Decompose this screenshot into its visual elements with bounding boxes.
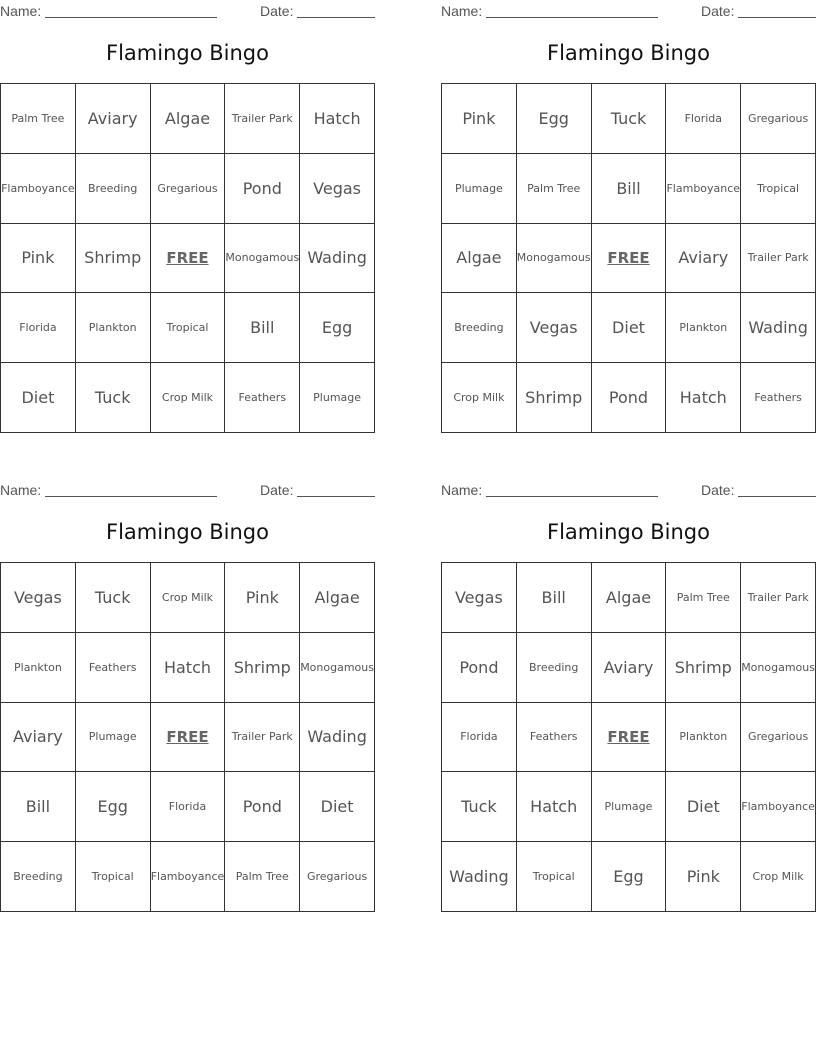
bingo-cell: Hatch xyxy=(300,84,375,154)
bingo-cell: Hatch xyxy=(517,772,592,842)
bingo-cell: Monogamous xyxy=(741,633,816,703)
bingo-cell: Egg xyxy=(517,84,592,154)
bingo-cell: Shrimp xyxy=(225,633,300,703)
bingo-cell: Trailer Park xyxy=(741,224,816,294)
bingo-cell: Plankton xyxy=(666,703,741,773)
bingo-cell: Egg xyxy=(592,842,667,912)
bingo-cell: Florida xyxy=(442,703,517,773)
date-line xyxy=(738,496,816,497)
bingo-cell: Palm Tree xyxy=(517,154,592,224)
bingo-cell: Tuck xyxy=(76,563,151,633)
bingo-cell: Diet xyxy=(300,772,375,842)
bingo-cell: Gregarious xyxy=(741,84,816,154)
bingo-card-1 xyxy=(0,0,375,433)
card-header xyxy=(0,0,375,22)
bingo-cell: Tropical xyxy=(76,842,151,912)
bingo-cell: Egg xyxy=(76,772,151,842)
bingo-cell: Aviary xyxy=(666,224,741,294)
bingo-cell: Plumage xyxy=(592,772,667,842)
bingo-cell: Diet xyxy=(666,772,741,842)
bingo-cell: Flamboyance xyxy=(151,842,226,912)
date-label: Date: xyxy=(260,482,294,498)
bingo-cell: Shrimp xyxy=(76,224,151,294)
bingo-cell: Gregarious xyxy=(741,703,816,773)
bingo-grid xyxy=(0,562,375,912)
bingo-cell: Trailer Park xyxy=(225,84,300,154)
bingo-cell: Feathers xyxy=(225,363,300,433)
bingo-cell: Bill xyxy=(225,293,300,363)
bingo-cell: Trailer Park xyxy=(225,703,300,773)
bingo-cell: Pink xyxy=(1,224,76,294)
bingo-cell: Egg xyxy=(300,293,375,363)
name-label: Name: xyxy=(0,482,42,498)
free-space-cell: FREE xyxy=(151,224,226,294)
bingo-cell: Crop Milk xyxy=(151,363,226,433)
bingo-cell: Vegas xyxy=(300,154,375,224)
bingo-cell: Florida xyxy=(666,84,741,154)
bingo-cell: Palm Tree xyxy=(1,84,76,154)
bingo-cell: Wading xyxy=(300,703,375,773)
bingo-cell: Palm Tree xyxy=(666,563,741,633)
bingo-cell: Tropical xyxy=(741,154,816,224)
bingo-cell: Tropical xyxy=(517,842,592,912)
bingo-card-3 xyxy=(0,479,375,912)
bingo-cell: Plankton xyxy=(666,293,741,363)
date-line xyxy=(297,17,375,18)
bingo-cell: Bill xyxy=(517,563,592,633)
bingo-cell: Breeding xyxy=(442,293,517,363)
bingo-grid xyxy=(441,562,816,912)
bingo-cell: Crop Milk xyxy=(741,842,816,912)
bingo-cell: Palm Tree xyxy=(225,842,300,912)
date-label: Date: xyxy=(701,3,735,19)
bingo-cell: Feathers xyxy=(76,633,151,703)
name-line xyxy=(45,17,217,18)
bingo-cell: Florida xyxy=(1,293,76,363)
card-title: Flamingo Bingo xyxy=(106,520,269,544)
bingo-cell: Vegas xyxy=(1,563,76,633)
bingo-cell: Breeding xyxy=(76,154,151,224)
bingo-cell: Tropical xyxy=(151,293,226,363)
name-line xyxy=(486,496,658,497)
bingo-cell: Gregarious xyxy=(300,842,375,912)
name-label: Name: xyxy=(441,3,483,19)
date-line xyxy=(738,17,816,18)
bingo-cell: Tuck xyxy=(76,363,151,433)
bingo-cell: Tuck xyxy=(442,772,517,842)
free-space-cell: FREE xyxy=(151,703,226,773)
bingo-cell: Bill xyxy=(592,154,667,224)
bingo-cell: Pink xyxy=(225,563,300,633)
bingo-cell: Monogamous xyxy=(517,224,592,294)
bingo-cell: Vegas xyxy=(517,293,592,363)
bingo-cell: Pink xyxy=(442,84,517,154)
card-title: Flamingo Bingo xyxy=(547,41,710,65)
name-line xyxy=(486,17,658,18)
bingo-cell: Wading xyxy=(741,293,816,363)
bingo-card-2 xyxy=(441,0,816,433)
card-title: Flamingo Bingo xyxy=(547,520,710,544)
bingo-cell: Monogamous xyxy=(300,633,375,703)
bingo-cell: Flamboyance xyxy=(666,154,741,224)
bingo-cell: Wading xyxy=(442,842,517,912)
bingo-cell: Flamboyance xyxy=(1,154,76,224)
bingo-cell: Algae xyxy=(442,224,517,294)
bingo-cell: Hatch xyxy=(666,363,741,433)
bingo-cell: Aviary xyxy=(76,84,151,154)
date-line xyxy=(297,496,375,497)
bingo-cell: Plankton xyxy=(76,293,151,363)
bingo-cell: Vegas xyxy=(442,563,517,633)
bingo-cell: Florida xyxy=(151,772,226,842)
bingo-cell: Pond xyxy=(592,363,667,433)
card-header xyxy=(441,0,816,22)
bingo-cell: Plumage xyxy=(300,363,375,433)
bingo-cell: Flamboyance xyxy=(741,772,816,842)
card-title: Flamingo Bingo xyxy=(106,41,269,65)
free-space-cell: FREE xyxy=(592,224,667,294)
bingo-cell: Pond xyxy=(442,633,517,703)
bingo-cell: Diet xyxy=(1,363,76,433)
bingo-cell: Breeding xyxy=(517,633,592,703)
bingo-cell: Monogamous xyxy=(225,224,300,294)
bingo-cell: Plankton xyxy=(1,633,76,703)
bingo-cell: Pond xyxy=(225,772,300,842)
date-label: Date: xyxy=(701,482,735,498)
name-label: Name: xyxy=(0,3,42,19)
bingo-grid xyxy=(441,83,816,433)
bingo-cell: Feathers xyxy=(741,363,816,433)
bingo-cell: Plumage xyxy=(76,703,151,773)
bingo-cell: Algae xyxy=(151,84,226,154)
bingo-cell: Pink xyxy=(666,842,741,912)
bingo-cell: Algae xyxy=(300,563,375,633)
card-header xyxy=(441,479,816,501)
bingo-cell: Feathers xyxy=(517,703,592,773)
bingo-cell: Shrimp xyxy=(666,633,741,703)
name-label: Name: xyxy=(441,482,483,498)
bingo-cell: Trailer Park xyxy=(741,563,816,633)
bingo-card-4 xyxy=(441,479,816,912)
bingo-cell: Aviary xyxy=(1,703,76,773)
bingo-cell: Plumage xyxy=(442,154,517,224)
free-space-cell: FREE xyxy=(592,703,667,773)
bingo-cell: Crop Milk xyxy=(442,363,517,433)
bingo-cell: Tuck xyxy=(592,84,667,154)
bingo-cell: Hatch xyxy=(151,633,226,703)
bingo-cell: Crop Milk xyxy=(151,563,226,633)
name-line xyxy=(45,496,217,497)
bingo-cell: Shrimp xyxy=(517,363,592,433)
bingo-cell: Algae xyxy=(592,563,667,633)
bingo-grid xyxy=(0,83,375,433)
bingo-cell: Breeding xyxy=(1,842,76,912)
bingo-cell: Aviary xyxy=(592,633,667,703)
bingo-cell: Pond xyxy=(225,154,300,224)
bingo-cell: Gregarious xyxy=(151,154,226,224)
bingo-cell: Diet xyxy=(592,293,667,363)
date-label: Date: xyxy=(260,3,294,19)
bingo-cell: Bill xyxy=(1,772,76,842)
card-header xyxy=(0,479,375,501)
bingo-cell: Wading xyxy=(300,224,375,294)
